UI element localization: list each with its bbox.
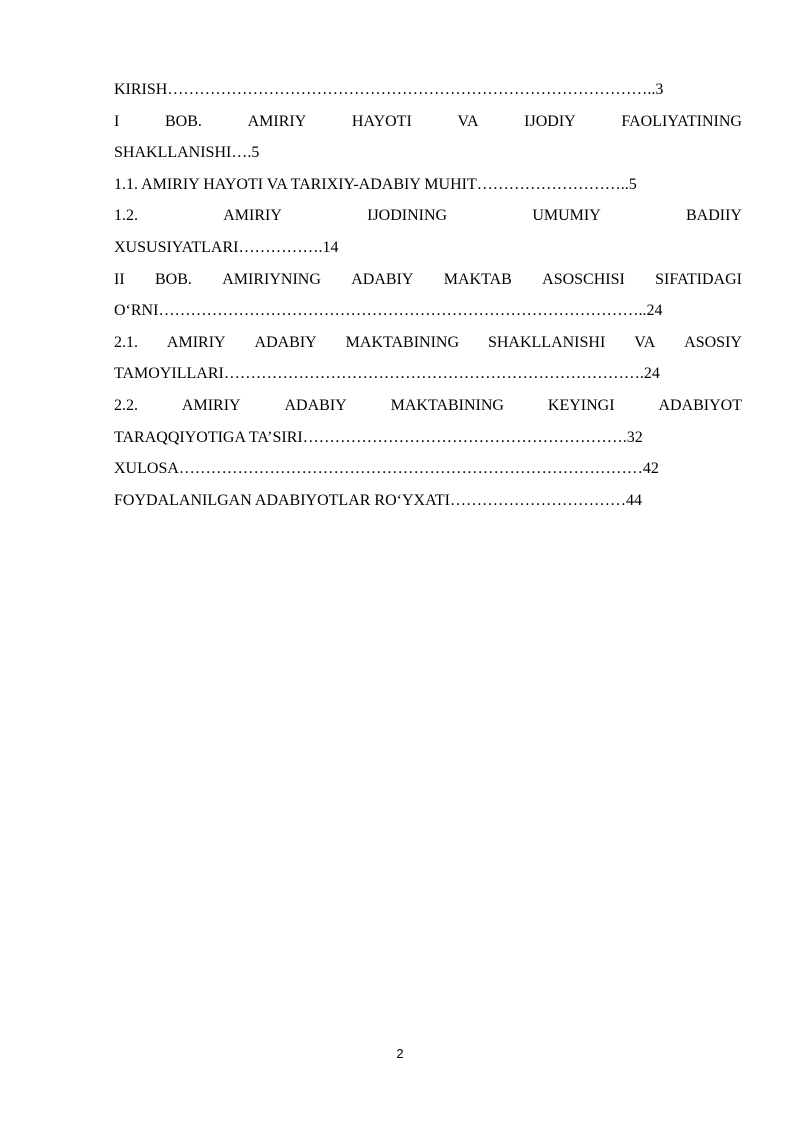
toc-entry-chapter-2 xyxy=(114,264,742,327)
toc-word: ADABIY xyxy=(284,396,347,414)
toc-word: AMIRIY xyxy=(181,396,241,414)
toc-line-justified xyxy=(114,327,742,359)
toc-word: I xyxy=(114,112,120,130)
toc-line-justified xyxy=(114,200,742,232)
toc-word: AMIRIY xyxy=(166,333,226,351)
toc-word: SIFATIDAGI xyxy=(655,270,742,288)
toc-line: O‘RNI………………………………………………………………………………..24 xyxy=(114,302,663,320)
toc-line: XULOSA……………………………………………………………………………42 xyxy=(114,460,659,478)
toc-word: MAKTABINING xyxy=(390,396,504,414)
toc-word: BADIIY xyxy=(685,207,742,225)
toc-word: UMUMIY xyxy=(532,207,601,225)
toc-line-justified xyxy=(114,106,742,138)
toc-entry-section-1-1 xyxy=(114,169,742,201)
toc-line: SHAKLLANISHI….5 xyxy=(114,144,260,162)
toc-word: HAYOTI xyxy=(351,112,412,130)
toc-word: AMIRIY xyxy=(223,207,282,225)
toc-word: ADABIY xyxy=(351,270,414,288)
toc-word: ADABIYOT xyxy=(658,396,742,414)
toc-word: IJODIY xyxy=(524,112,576,130)
toc-entry-xulosa xyxy=(114,453,742,485)
toc-line-justified xyxy=(114,390,742,422)
toc-word: AMIRIYNING xyxy=(222,270,321,288)
toc-line: FOYDALANILGAN ADABIYOTLAR RO‘YXATI……………………………44 xyxy=(114,491,642,509)
toc-word: ASOSIY xyxy=(684,333,742,351)
toc-line-justified xyxy=(114,264,742,296)
toc-entry-chapter-1 xyxy=(114,106,742,169)
toc-word: AMIRIY xyxy=(247,112,307,130)
toc-line: KIRISH………………………………………………………………………………..3 xyxy=(114,81,664,98)
toc-word: FAOLIYATINING xyxy=(621,112,742,130)
toc-entry-bibliography xyxy=(114,485,742,517)
toc-line: 1.1. AMIRIY HAYOTI VA TARIXIY-ADABIY MUHIT………………………..5 xyxy=(114,175,637,193)
toc-word: 1.2. xyxy=(114,207,138,225)
toc-word: BOB. xyxy=(154,270,192,288)
toc-word: MAKTABINING xyxy=(345,333,460,351)
toc-word: II xyxy=(114,270,125,288)
toc-word: 2.2. xyxy=(114,396,138,414)
toc-word: MAKTAB xyxy=(443,270,512,288)
table-of-contents xyxy=(114,74,742,516)
toc-entry-section-2-1 xyxy=(114,327,742,390)
toc-word: KEYINGI xyxy=(547,396,615,414)
toc-entry-section-2-2 xyxy=(114,390,742,453)
page-number: 2 xyxy=(396,1046,404,1061)
toc-entry-kirish xyxy=(114,74,742,106)
toc-line: TARAQQIYOTIGA TA’SIRI…………………………………………………….32 xyxy=(114,428,643,446)
toc-entry-section-1-2 xyxy=(114,200,742,263)
toc-word: ASOSCHISI xyxy=(542,270,625,288)
toc-line: TAMOYILLARI…………………………………………………………………….24 xyxy=(114,365,660,383)
toc-word: IJODINING xyxy=(367,207,448,225)
toc-word: ADABIY xyxy=(254,333,317,351)
toc-word: SHAKLLANISHI xyxy=(487,333,606,351)
toc-word: 2.1. xyxy=(114,333,138,351)
toc-word: BOB. xyxy=(165,112,202,130)
toc-word: VA xyxy=(457,112,479,130)
toc-line: XUSUSIYATLARI…………….14 xyxy=(114,238,339,256)
toc-word: VA xyxy=(634,333,656,351)
